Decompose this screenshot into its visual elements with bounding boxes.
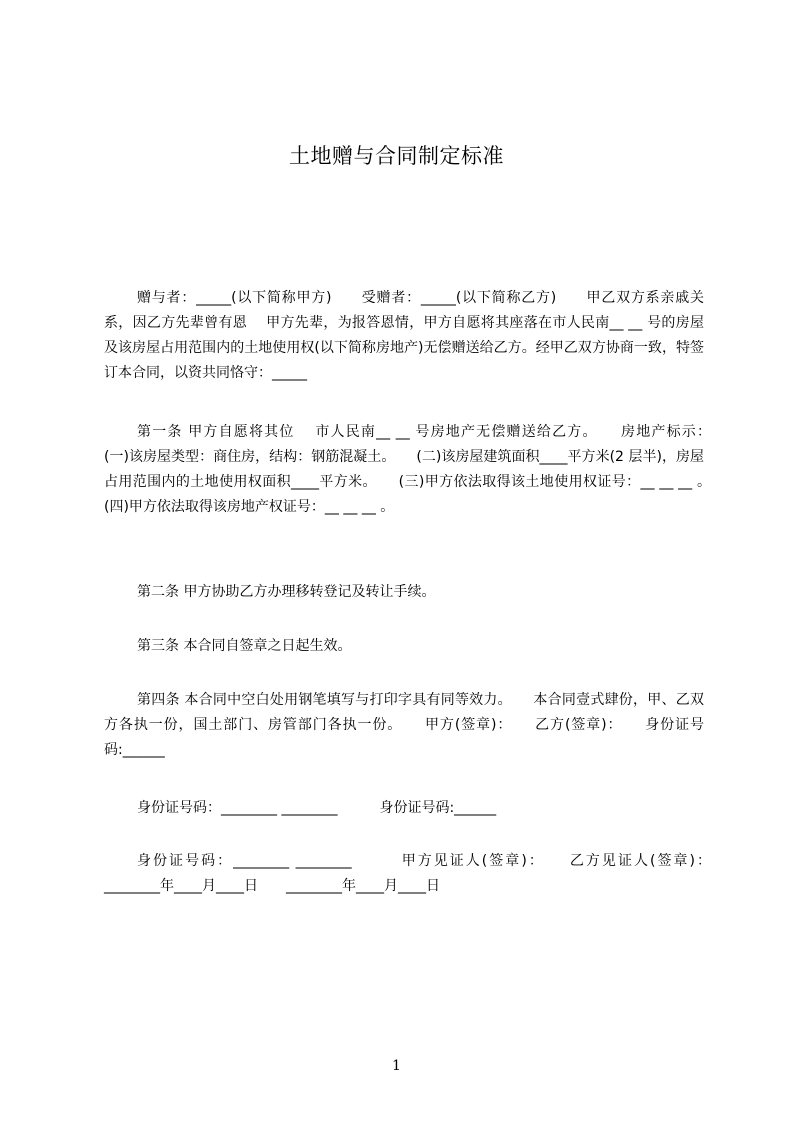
paragraph-preamble: 赠与者：_____(以下简称甲方) 受赠者：_____(以下简称乙方) 甲乙双方系亲戚关系，因乙方先辈曾有恩 甲方先辈，为报答恩情，甲方自愿将其座落在市人民南__ __ 号的房屋及该房屋占用范围内的土地使用权(以下简称房地产)无偿赠送给乙方。经甲乙双方协商一致，特签订本合同，以资共同恪守：_____	[104, 290, 704, 381]
paragraph-article-2: 第二条 甲方协助乙方办理移转登记及转让手续。	[137, 584, 436, 600]
paragraph-id-numbers: 身份证号码：________ ________ 身份证号码:______	[137, 800, 497, 816]
page-number: 1	[392, 1058, 401, 1074]
paragraph-article-1: 第一条 甲方自愿将其位 市人民南__ __ 号房地产无偿赠送给乙方。 房地产标示： (一)该房屋类型：商住房，结构：钢筋混凝土。 (二)该房屋建筑面积____平方米(2 层半)，房屋占用范围内的土地使用权面积____平方米。 (三)甲方依法取得该土地使用权证号：__ __ __ 。 (四)甲方依法取得该房地产权证号：__ __ __ 。	[104, 424, 732, 515]
paragraph-article-4: 第四条 本合同中空白处用钢笔填写与打印字具有同等效力。 本合同壹式肆份，甲、乙双方各执一份，国土部门、房管部门各执一份。 甲方(签章)： 乙方(签章)： 身份证号码:______	[104, 692, 704, 758]
paragraph-article-3: 第三条 本合同自签章之日起生效。	[137, 638, 352, 654]
document-title: 土地赠与合同制定标准	[289, 144, 504, 168]
paragraph-witness-signatures: 身份证号码：________ ________ 甲方见证人(签章)： 乙方见证人(签章)： ________年____月____日 ________年____月____日	[104, 853, 732, 894]
